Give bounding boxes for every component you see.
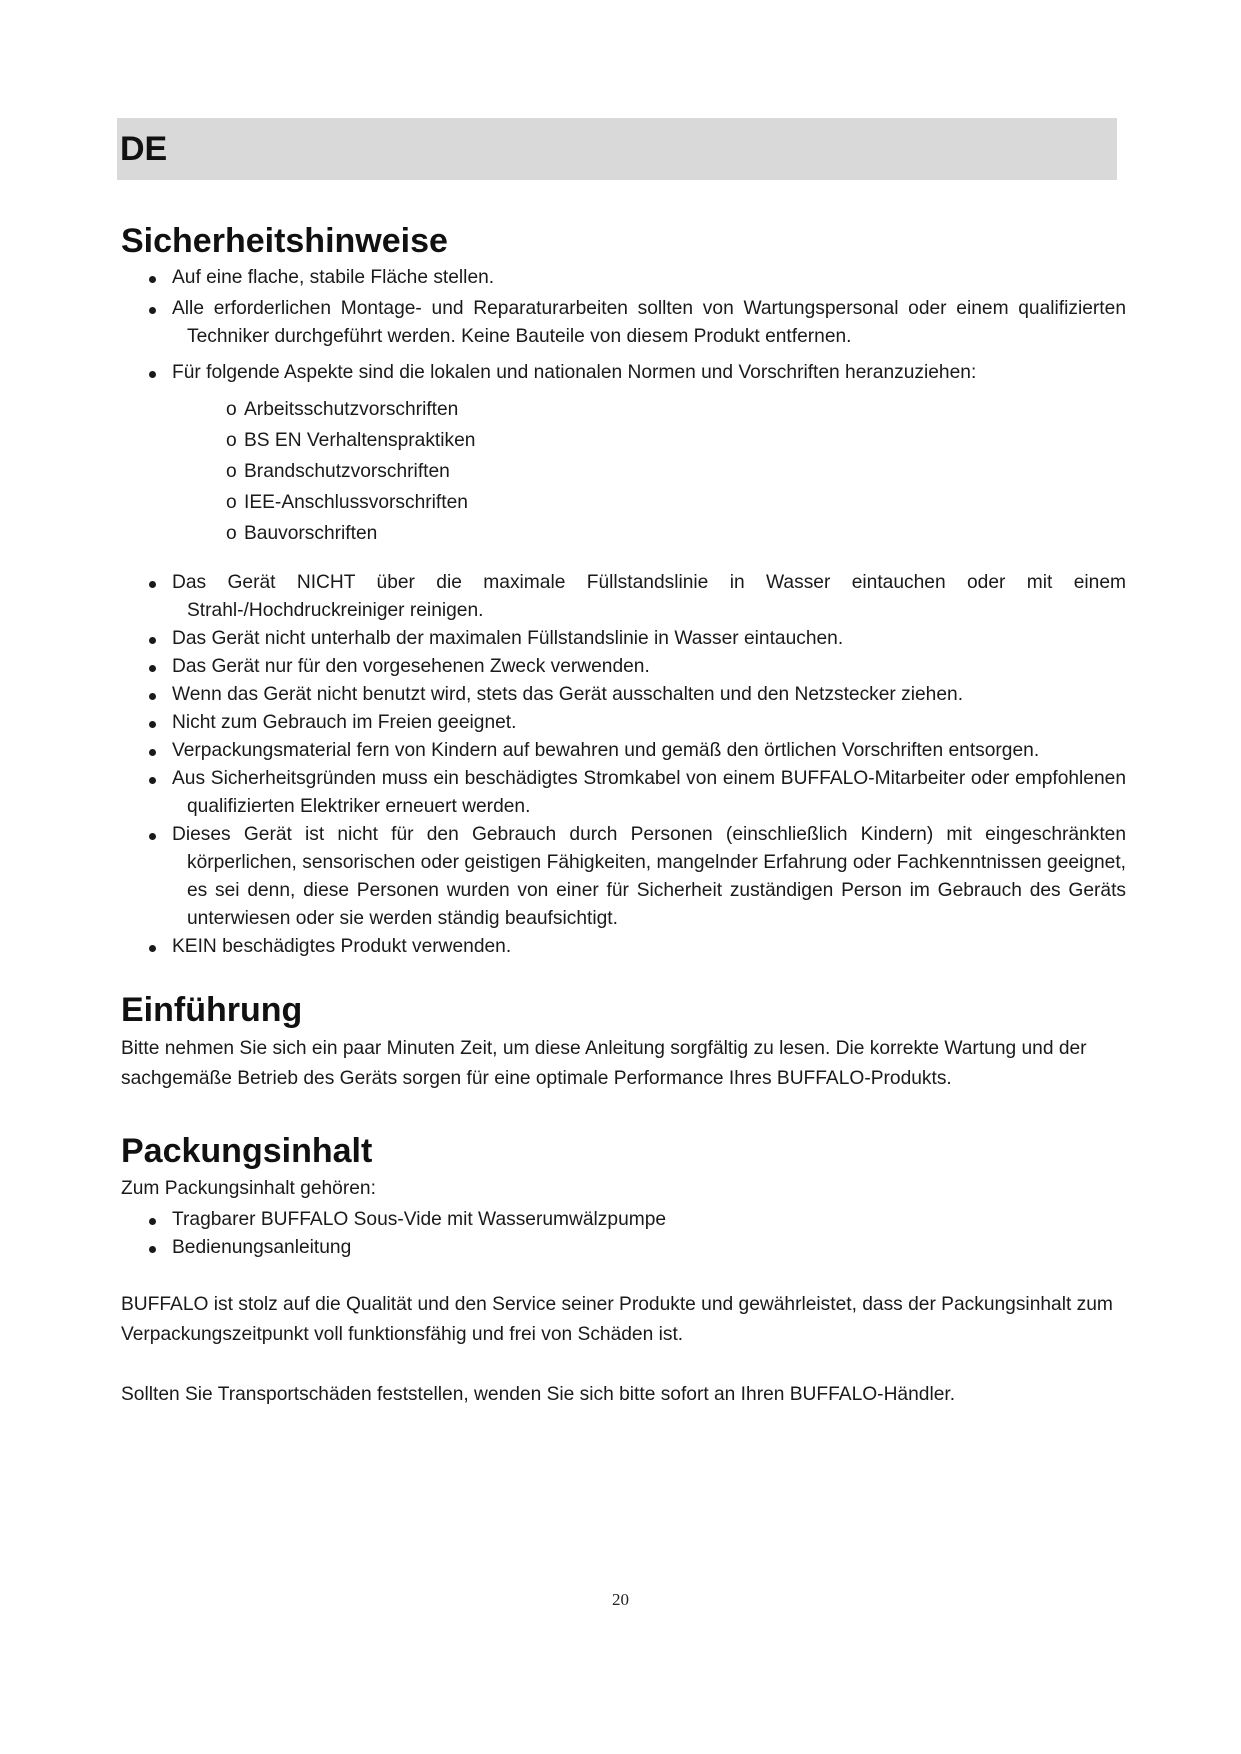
package-heading: Packungsinhalt xyxy=(121,1132,373,1170)
bullet-icon xyxy=(149,693,156,700)
package-items-list xyxy=(149,1206,1126,1262)
circle-bullet-icon: o xyxy=(226,523,237,544)
intro-paragraph: Bitte nehmen Sie sich ein paar Minuten Zeit, um diese Anleitung sorgfältig zu lesen. Die korrekte Wartung und der sachgemäße Betrieb des Geräts sorgen für eine optimale Performance Ihres BUFFALO-Produkts. xyxy=(121,1038,1087,1089)
list-item: Aus Sicherheitsgründen muss ein beschädigtes Stromkabel von einem BUFFALO-Mitarbeiter oder empfohlenen qualifizierten Elektriker erneuert werden. xyxy=(149,765,1126,821)
page-content xyxy=(121,220,1126,1410)
bullet-icon xyxy=(149,749,156,756)
safety-heading: Sicherheitshinweise xyxy=(121,222,448,260)
language-header-bar xyxy=(117,118,1117,180)
circle-bullet-icon: o xyxy=(226,399,237,420)
sub-list-item: o IEE-Anschlussvorschriften xyxy=(226,487,1126,518)
bullet-icon xyxy=(149,371,156,378)
list-item: Nicht zum Gebrauch im Freien geeignet. xyxy=(149,709,1126,737)
safety-list-b xyxy=(149,569,1126,961)
bullet-icon xyxy=(149,1246,156,1253)
list-item: Auf eine flache, stabile Fläche stellen. xyxy=(149,264,1126,292)
list-item: Alle erforderlichen Montage- und Reparaturarbeiten sollten von Wartungspersonal oder einem qualifizierten Techniker durchgeführt werden. Keine Bauteile von diesem Produkt entfernen. xyxy=(149,295,1126,351)
bullet-icon xyxy=(149,307,156,314)
bullet-icon xyxy=(149,777,156,784)
bullet-icon xyxy=(149,1218,156,1225)
list-item: Tragbarer BUFFALO Sous-Vide mit Wasserumwälzpumpe xyxy=(149,1206,1126,1234)
list-item: Verpackungsmaterial fern von Kindern auf bewahren und gemäß den örtlichen Vorschriften entsorgen. xyxy=(149,737,1126,765)
bullet-icon xyxy=(149,945,156,952)
safety-list-a xyxy=(149,264,1126,387)
list-item: Das Gerät nur für den vorgesehenen Zweck verwenden. xyxy=(149,653,1126,681)
bullet-icon xyxy=(149,665,156,672)
list-item: KEIN beschädigtes Produkt verwenden. xyxy=(149,933,1126,961)
bullet-icon xyxy=(149,637,156,644)
list-item: Wenn das Gerät nicht benutzt wird, stets das Gerät ausschalten und den Netzstecker ziehen. xyxy=(149,681,1126,709)
page-number: 20 xyxy=(612,1590,629,1609)
circle-bullet-icon: o xyxy=(226,492,237,513)
sub-list-item: o BS EN Verhaltenspraktiken xyxy=(226,425,1126,456)
bullet-icon xyxy=(149,833,156,840)
regulations-sublist xyxy=(226,394,1126,549)
damage-paragraph: Sollten Sie Transportschäden feststellen, wenden Sie sich bitte sofort an Ihren BUFFALO-Händler. xyxy=(121,1384,956,1405)
sub-list-item: o Brandschutzvorschriften xyxy=(226,456,1126,487)
bullet-icon xyxy=(149,581,156,588)
list-item: Das Gerät NICHT über die maximale Füllstandslinie in Wasser eintauchen oder mit einem Strahl-/Hochdruckreiniger reinigen. xyxy=(149,569,1126,625)
list-item: Für folgende Aspekte sind die lokalen und nationalen Normen und Vorschriften heranzuziehen: xyxy=(149,359,1126,387)
intro-heading: Einführung xyxy=(121,991,303,1029)
sub-list-item: o Arbeitsschutzvorschriften xyxy=(226,394,1126,425)
list-item: Das Gerät nicht unterhalb der maximalen Füllstandslinie in Wasser eintauchen. xyxy=(149,625,1126,653)
bullet-icon xyxy=(149,276,156,283)
bullet-icon xyxy=(149,721,156,728)
quality-paragraph: BUFFALO ist stolz auf die Qualität und den Service seiner Produkte und gewährleistet, dass der Packungsinhalt zum Verpackungszeitpunkt voll funktionsfähig und frei von Schäden ist. xyxy=(121,1294,1113,1345)
package-intro: Zum Packungsinhalt gehören: xyxy=(121,1178,376,1199)
list-item: Bedienungsanleitung xyxy=(149,1234,1126,1262)
circle-bullet-icon: o xyxy=(226,430,237,451)
circle-bullet-icon: o xyxy=(226,461,237,482)
language-label: DE xyxy=(120,130,168,168)
sub-list-item: o Bauvorschriften xyxy=(226,518,1126,549)
list-item: Dieses Gerät ist nicht für den Gebrauch durch Personen (einschließlich Kindern) mit eingeschränkten körperlichen, sensorischen oder geistigen Fähigkeiten, mangelnder Erfahrung oder Fachkenntnissen geeignet, es sei denn, diese Personen wurden von einer für Sicherheit zuständigen Person im Gebrauch des Geräts unterwiesen oder sie werden ständig beaufsichtigt. xyxy=(149,821,1126,933)
